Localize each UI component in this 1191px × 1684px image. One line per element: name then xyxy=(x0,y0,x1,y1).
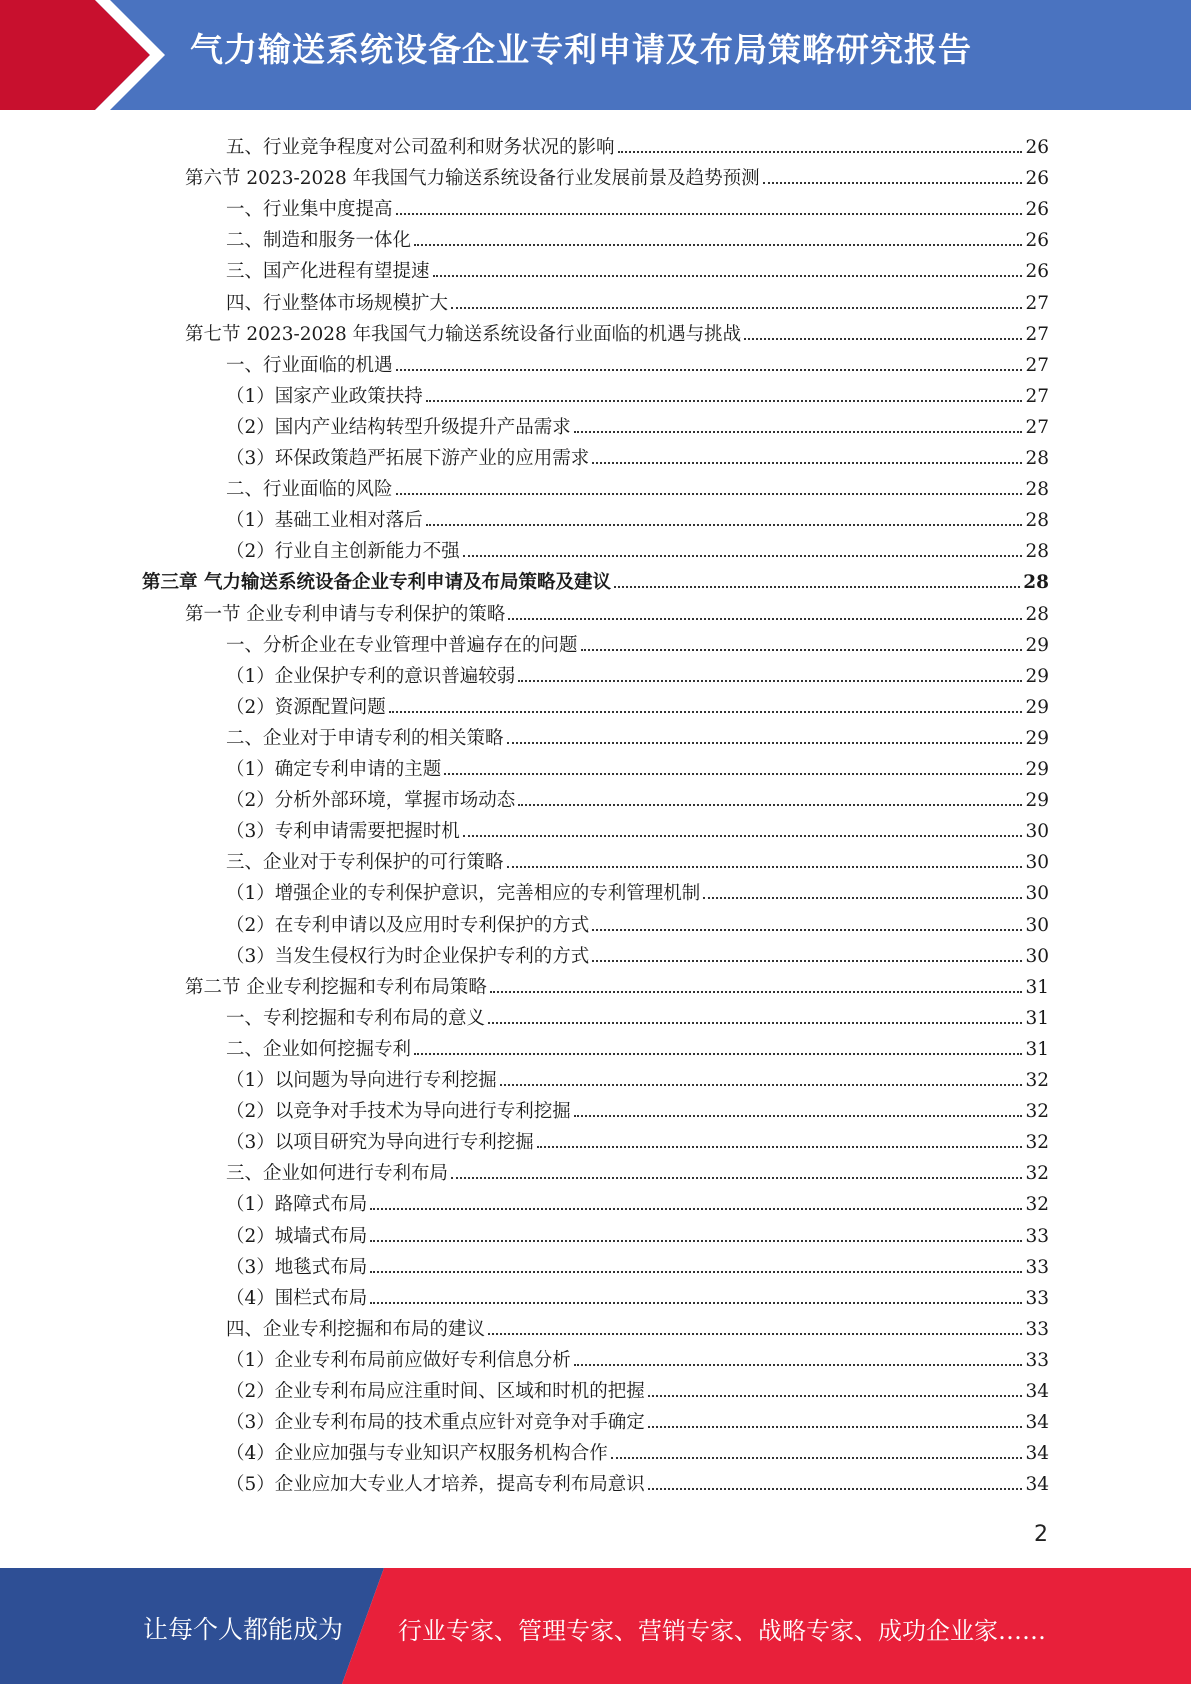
toc-entry-title: （3）地毯式布局 xyxy=(226,1256,368,1278)
toc-dot-leader xyxy=(426,400,1023,402)
toc-entry-page: 32 xyxy=(1025,1101,1049,1123)
toc-entry-title: 二、企业如何挖掘专利 xyxy=(226,1038,412,1060)
toc-entry-page: 34 xyxy=(1025,1474,1049,1496)
toc-entry[interactable] xyxy=(226,408,1049,439)
toc-dot-leader xyxy=(463,835,1023,837)
toc-dot-leader xyxy=(389,711,1023,713)
toc-entry[interactable] xyxy=(226,1185,1049,1216)
toc-dot-leader xyxy=(414,1053,1022,1055)
toc-entry-page: 26 xyxy=(1025,168,1049,190)
toc-entry-title: 一、行业面临的机遇 xyxy=(226,354,393,376)
toc-entry-title: 一、行业集中度提高 xyxy=(226,199,393,221)
toc-entry-title: （1）确定专利申请的主题 xyxy=(226,759,442,780)
toc-entry[interactable] xyxy=(142,563,1049,594)
toc-dot-leader xyxy=(648,1426,1023,1428)
toc-entry-title: （1）基础工业相对落后 xyxy=(226,510,423,532)
toc-entry[interactable] xyxy=(226,190,1049,221)
toc-entry-page: 34 xyxy=(1025,1412,1049,1434)
toc-entry-title: （1）国家产业政策扶持 xyxy=(226,385,423,407)
toc-entry-title: 第三章 气力输送系统设备企业专利申请及布局策略及建议 xyxy=(142,572,611,594)
toc-entry-title: （1）企业保护专利的意识普遍较弱 xyxy=(226,665,516,687)
toc-entry-title: （1）增强企业的专利保护意识，完善相应的专利管理机制 xyxy=(226,883,701,905)
toc-entry[interactable] xyxy=(226,1248,1049,1279)
toc-entry[interactable] xyxy=(226,688,1049,719)
toc-entry-page: 26 xyxy=(1025,137,1049,158)
toc-entry[interactable] xyxy=(226,626,1049,657)
toc-entry-page: 26 xyxy=(1025,261,1049,283)
toc-dot-leader xyxy=(592,960,1022,962)
toc-entry[interactable] xyxy=(226,657,1049,688)
toc-entry-title: 一、分析企业在专业管理中普遍存在的问题 xyxy=(226,634,578,656)
toc-entry-title: （2）在专利申请以及应用时专利保护的方式 xyxy=(226,914,590,936)
toc-entry-page: 27 xyxy=(1025,292,1049,314)
toc-dot-leader xyxy=(414,244,1022,246)
toc-dot-leader xyxy=(744,338,1022,340)
toc-entry-page: 29 xyxy=(1025,634,1049,656)
toc-entry[interactable] xyxy=(185,968,1049,999)
toc-entry-title: （2）企业专利布局应注重时间、区域和时机的把握 xyxy=(226,1381,645,1402)
toc-dot-leader xyxy=(592,462,1022,464)
toc-entry-page: 33 xyxy=(1025,1256,1049,1278)
toc-entry-title: （5）企业应加大专业人才培养，提高专利布局意识 xyxy=(226,1474,645,1496)
toc-entry[interactable] xyxy=(226,874,1049,905)
toc-entry[interactable] xyxy=(226,439,1049,470)
toc-entry-title: 三、国产化进程有望提速 xyxy=(226,261,430,283)
toc-entry-title: 第七节 2023-2028 年我国气力输送系统设备行业面临的机遇与挑战 xyxy=(185,323,742,345)
toc-entry-page: 27 xyxy=(1025,354,1049,376)
toc-entry-page: 30 xyxy=(1025,914,1049,936)
toc-entry-page: 31 xyxy=(1025,1007,1049,1029)
toc-entry[interactable] xyxy=(226,221,1049,252)
toc-entry-page: 27 xyxy=(1025,385,1049,407)
toc-entry-title: 五、行业竞争程度对公司盈利和财务状况的影响 xyxy=(226,137,615,158)
toc-dot-leader xyxy=(370,1208,1022,1210)
toc-entry[interactable] xyxy=(226,377,1049,408)
toc-dot-leader xyxy=(488,1333,1022,1335)
toc-entry-page: 32 xyxy=(1025,1163,1049,1185)
toc-dot-leader xyxy=(490,991,1023,993)
toc-entry-page: 29 xyxy=(1025,696,1049,718)
toc-entry-page: 31 xyxy=(1025,1038,1049,1060)
toc-entry[interactable] xyxy=(185,159,1049,190)
toc-entry-title: 三、企业如何进行专利布局 xyxy=(226,1163,449,1185)
toc-entry[interactable] xyxy=(226,1030,1049,1061)
toc-entry-page: 32 xyxy=(1025,1070,1049,1091)
toc-entry-page: 29 xyxy=(1025,759,1049,780)
toc-entry-title: 二、行业面临的风险 xyxy=(226,479,393,501)
toc-entry-page: 28 xyxy=(1025,448,1049,469)
toc-entry-title: （1）以问题为导向进行专利挖掘 xyxy=(226,1070,497,1091)
toc-entry-page: 30 xyxy=(1025,883,1049,905)
toc-entry-page: 33 xyxy=(1025,1287,1049,1309)
toc-dot-leader xyxy=(592,929,1022,931)
toc-entry-title: （4）围栏式布局 xyxy=(226,1287,368,1309)
toc-entry[interactable] xyxy=(226,1434,1049,1465)
toc-entry[interactable] xyxy=(226,346,1049,377)
toc-dot-leader xyxy=(426,524,1023,526)
toc-entry[interactable] xyxy=(226,1341,1049,1372)
toc-entry-title: （3）专利申请需要把握时机 xyxy=(226,821,460,843)
toc-dot-leader xyxy=(433,275,1023,277)
toc-dot-leader xyxy=(581,649,1023,651)
toc-dot-leader xyxy=(507,866,1023,868)
toc-entry[interactable] xyxy=(226,470,1049,501)
toc-entry[interactable] xyxy=(226,1154,1049,1185)
toc-entry-page: 32 xyxy=(1025,1194,1049,1216)
toc-entry-title: （4）企业应加强与专业知识产权服务机构合作 xyxy=(226,1443,608,1465)
footer-slogan-left: 让每个人都能成为 xyxy=(143,1615,344,1644)
toc-entry[interactable] xyxy=(226,906,1049,937)
toc-dot-leader xyxy=(396,213,1023,215)
toc-entry-title: 四、企业专利挖掘和布局的建议 xyxy=(226,1318,486,1340)
toc-dot-leader xyxy=(574,431,1023,433)
toc-entry-page: 29 xyxy=(1025,790,1049,812)
toc-entry[interactable] xyxy=(226,812,1049,843)
toc-entry-page: 30 xyxy=(1025,821,1049,843)
toc-entry[interactable] xyxy=(226,843,1049,874)
toc-entry-title: 第一节 企业专利申请与专利保护的策略 xyxy=(185,603,506,625)
toc-dot-leader xyxy=(574,1115,1023,1117)
toc-dot-leader xyxy=(500,1084,1023,1086)
toc-entry[interactable] xyxy=(226,1310,1049,1341)
toc-entry-page: 33 xyxy=(1025,1318,1049,1340)
toc-entry[interactable] xyxy=(226,719,1049,750)
toc-entry-title: （3）企业专利布局的技术重点应针对竞争对手确定 xyxy=(226,1412,645,1434)
report-title: 气力输送系统设备企业专利申请及布局策略研究报告 xyxy=(190,30,972,69)
toc-entry-title: （1）企业专利布局前应做好专利信息分析 xyxy=(226,1349,571,1371)
toc-entry-title: （1）路障式布局 xyxy=(226,1194,368,1216)
toc-entry-title: 第六节 2023-2028 年我国气力输送系统设备行业发展前景及趋势预测 xyxy=(185,168,760,190)
toc-entry-title: 二、企业对于申请专利的相关策略 xyxy=(226,727,504,749)
toc-entry[interactable] xyxy=(226,501,1049,532)
toc-entry-title: （3）环保政策趋严拓展下游产业的应用需求 xyxy=(226,448,590,469)
toc-entry[interactable] xyxy=(226,532,1049,563)
toc-entry[interactable] xyxy=(226,750,1049,781)
toc-entry[interactable] xyxy=(226,1217,1049,1248)
toc-entry-page: 33 xyxy=(1025,1225,1049,1247)
toc-entry-page: 28 xyxy=(1023,572,1049,594)
toc-entry[interactable] xyxy=(226,1465,1049,1496)
toc-entry-title: （2）国内产业结构转型升级提升产品需求 xyxy=(226,416,571,438)
toc-entry-page: 31 xyxy=(1025,976,1049,998)
toc-dot-leader xyxy=(370,1240,1022,1242)
toc-dot-leader xyxy=(703,897,1022,899)
toc-entry-title: （3）当发生侵权行为时企业保护专利的方式 xyxy=(226,945,590,967)
toc-entry-page: 28 xyxy=(1025,510,1049,532)
toc-dot-leader xyxy=(451,307,1022,309)
toc-entry-page: 27 xyxy=(1025,323,1049,345)
toc-dot-leader xyxy=(574,1364,1023,1366)
toc-entry[interactable] xyxy=(226,781,1049,812)
toc-entry[interactable] xyxy=(226,937,1049,968)
toc-entry-page: 26 xyxy=(1025,199,1049,221)
toc-entry-title: （2）以竞争对手技术为导向进行专利挖掘 xyxy=(226,1101,571,1123)
toc-dot-leader xyxy=(396,369,1023,371)
toc-dot-leader xyxy=(614,586,1020,588)
toc-dot-leader xyxy=(648,1395,1023,1397)
toc-entry-title: （2）分析外部环境，掌握市场动态 xyxy=(226,790,516,812)
toc-entry-page: 30 xyxy=(1025,852,1049,874)
page-number: 2 xyxy=(1034,1522,1048,1547)
toc-dot-leader xyxy=(451,1177,1022,1179)
toc-dot-leader xyxy=(370,1302,1022,1304)
toc-entry[interactable] xyxy=(226,1279,1049,1310)
page-header xyxy=(0,0,1191,110)
toc-entry-title: 二、制造和服务一体化 xyxy=(226,230,412,252)
toc-entry-page: 33 xyxy=(1025,1349,1049,1371)
toc-entry-page: 28 xyxy=(1025,603,1049,625)
toc-entry-page: 34 xyxy=(1025,1381,1049,1402)
toc-dot-leader xyxy=(370,1271,1022,1273)
toc-dot-leader xyxy=(648,1488,1023,1490)
toc-entry[interactable] xyxy=(226,1061,1049,1092)
toc-entry-page: 29 xyxy=(1025,665,1049,687)
toc-entry-page: 28 xyxy=(1025,479,1049,501)
toc-entry-title: 一、专利挖掘和专利布局的意义 xyxy=(226,1007,486,1029)
toc-entry-title: 三、企业对于专利保护的可行策略 xyxy=(226,852,504,874)
toc-entry-title: 四、行业整体市场规模扩大 xyxy=(226,292,449,314)
toc-dot-leader xyxy=(763,182,1023,184)
toc-entry[interactable] xyxy=(226,1092,1049,1123)
toc-entry[interactable] xyxy=(185,595,1049,626)
toc-entry-title: 第二节 企业专利挖掘和专利布局策略 xyxy=(185,976,487,998)
toc-entry-page: 27 xyxy=(1025,416,1049,438)
toc-dot-leader xyxy=(396,493,1023,495)
toc-entry-page: 34 xyxy=(1025,1443,1049,1465)
toc-entry-title: （2）行业自主创新能力不强 xyxy=(226,541,460,563)
toc-entry-page: 26 xyxy=(1025,230,1049,252)
toc-dot-leader xyxy=(463,555,1023,557)
toc-entry-title: （2）城墙式布局 xyxy=(226,1225,368,1247)
toc-dot-leader xyxy=(507,742,1023,744)
toc-entry[interactable] xyxy=(226,1372,1049,1403)
toc-entry-title: （3）以项目研究为导向进行专利挖掘 xyxy=(226,1132,534,1154)
toc-entry-title: （2）资源配置问题 xyxy=(226,696,386,718)
toc-dot-leader xyxy=(518,804,1022,806)
footer-slogan-right: 行业专家、管理专家、营销专家、战略专家、成功企业家…… xyxy=(398,1617,1046,1645)
toc-dot-leader xyxy=(618,151,1023,153)
toc-dot-leader xyxy=(537,1146,1023,1148)
toc-entry[interactable] xyxy=(185,315,1049,346)
toc-entry-page: 30 xyxy=(1025,945,1049,967)
toc-entry-page: 28 xyxy=(1025,541,1049,563)
toc-dot-leader xyxy=(444,773,1022,775)
toc-entry-page: 32 xyxy=(1025,1132,1049,1154)
toc-entry[interactable] xyxy=(226,1403,1049,1434)
toc-dot-leader xyxy=(488,1022,1022,1024)
toc-dot-leader xyxy=(611,1457,1023,1459)
page-footer xyxy=(0,1568,1191,1684)
toc-entry[interactable] xyxy=(226,128,1049,159)
toc-entry[interactable] xyxy=(226,999,1049,1030)
toc-entry[interactable] xyxy=(226,1123,1049,1154)
toc-dot-leader xyxy=(508,618,1022,620)
toc-dot-leader xyxy=(518,680,1022,682)
toc-entry-page: 29 xyxy=(1025,727,1049,749)
toc-entry[interactable] xyxy=(226,252,1049,283)
toc-entry[interactable] xyxy=(226,284,1049,315)
